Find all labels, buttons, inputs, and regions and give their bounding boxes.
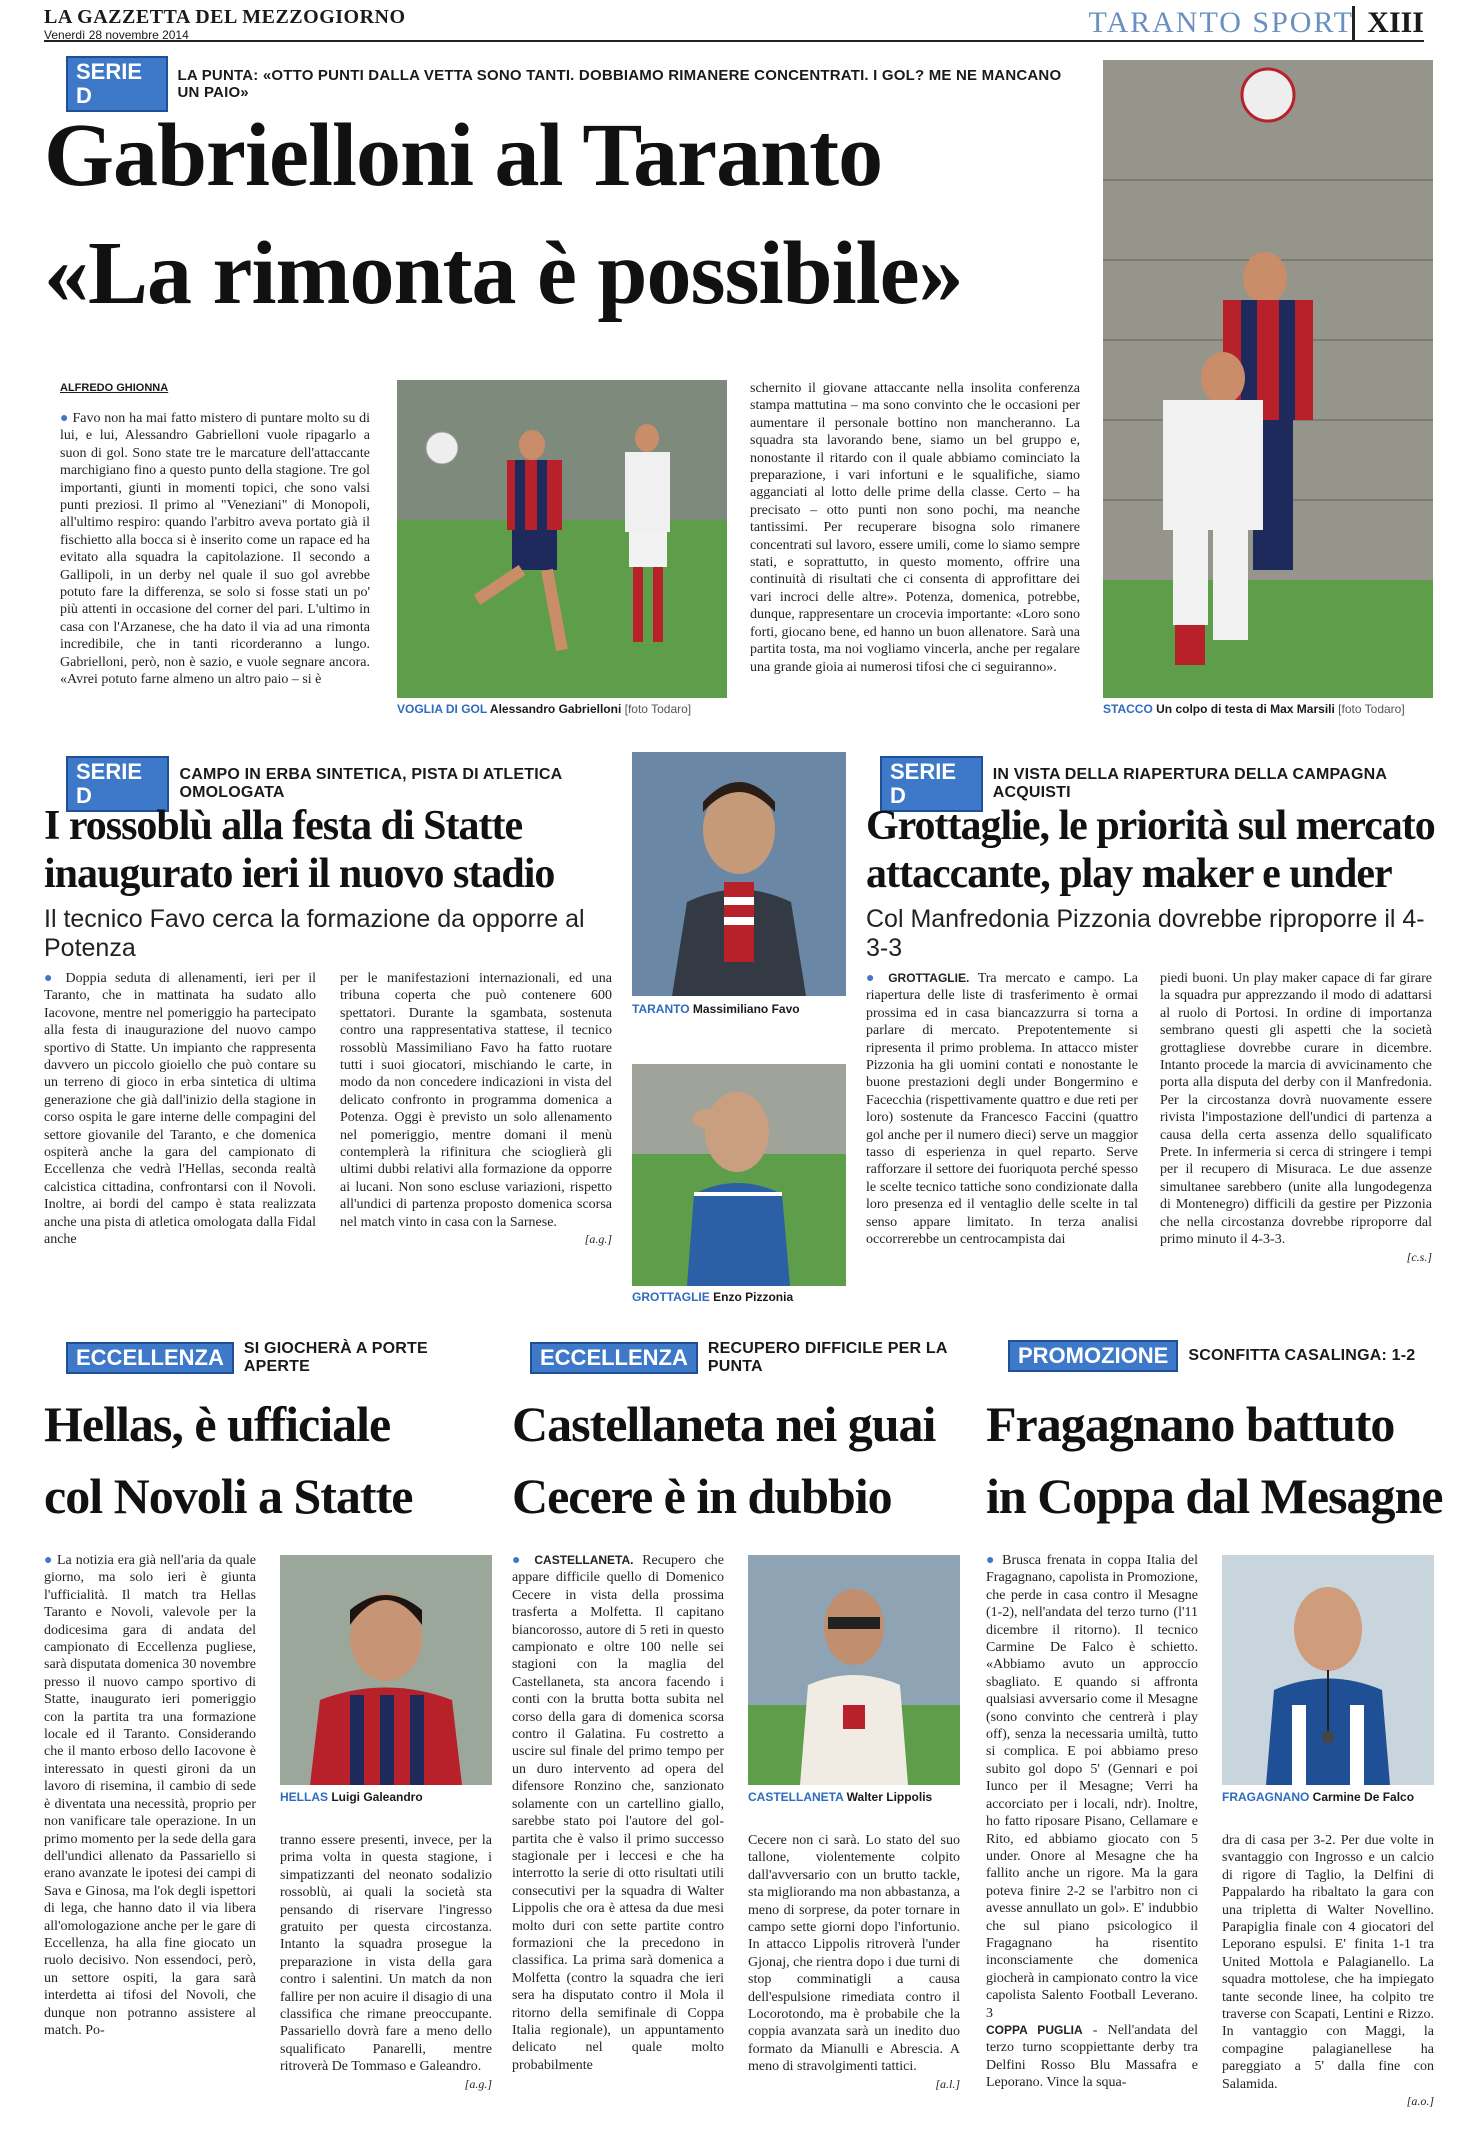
article-signature: [a.o.] — [1406, 2094, 1434, 2109]
article-signature: [a.g.] — [464, 2076, 492, 2091]
article5-headline-2: Cecere è in dubbio — [512, 1468, 892, 1524]
article2-photo2-caption — [632, 1290, 846, 1304]
article1-photo-gabrielloni — [397, 380, 727, 698]
lead-bullet-icon: ● — [512, 1553, 526, 1568]
article4-column-1 — [44, 1552, 256, 2039]
photo-credit: [foto Todaro] — [624, 702, 692, 716]
article5-headline-1: Castellaneta nei guai — [512, 1396, 936, 1452]
article5-kicker-row — [530, 1340, 970, 1376]
caption-tag: TARANTO — [632, 1002, 690, 1016]
article5-photo-caption — [748, 1790, 960, 1804]
article-kicker: SCONFITTA CASALINGA: 1-2 — [1188, 1347, 1416, 1365]
page-number: XIII — [1352, 6, 1424, 40]
section-badge: PROMOZIONE — [1008, 1340, 1178, 1372]
coach-pizzonia-illustration — [632, 1064, 846, 1286]
article2-column-1 — [44, 970, 316, 1249]
issue-date: Venerdì 28 novembre 2014 — [44, 28, 189, 42]
article2-photo-favo — [632, 752, 846, 996]
section-badge: ECCELLENZA — [66, 1342, 234, 1374]
article3-headline-1: Grottaglie, le priorità sul mercato — [866, 803, 1435, 849]
article-signature: [a.l.] — [935, 2076, 960, 2091]
article5-column-2 — [748, 1832, 960, 2093]
section-badge: SERIE D — [66, 56, 168, 112]
caption-text: Alessandro Gabrielloni — [489, 702, 622, 716]
article1-kicker-row — [66, 56, 1066, 112]
article1-photo2-caption — [1103, 702, 1433, 716]
caption-tag: FRAGAGNANO — [1222, 1790, 1310, 1804]
section-name: TARANTO SPORT — [1088, 6, 1354, 39]
newspaper-title: LA GAZZETTA DEL MEZZOGIORNO — [44, 6, 406, 28]
football-action-illustration — [397, 380, 727, 698]
lead-bullet-icon: ● — [866, 971, 880, 986]
article2-col2-text: per le manifestazioni internazionali, ed una tribuna coperta che può contenere 600 spettatori. Durante la sgambata, sostenuta contro una rappresentativa stattese, il tecnico rossoblù Massimiliano Favo ha fatto ruotare tutti i suoi giocatori, mischiando le carte, in modo da non concedere indicazioni in vista del delicato confronto in programma domenica a Potenza. Oggi è previsto un solo allenamento nel pomeriggio, mentre domani il menù contemplerà la rifinitura che scioglierà gli ultimi dubbi relativi alla formazione da opporre ai lucani. Non sono escluse variazioni, rispetto all'undici di partenza proposto domenica scorsa nel match vinto in casa con la Sarnese. — [340, 971, 612, 1230]
article1-col2-text: schernito il giovane attaccante nella insolita conferenza stampa mattutina – ma sono convinto che le occasioni per aumentare il personale bottino non mancheranno. La squadra sta lavorando bene, siamo un bel gruppo e, nonostante il ritardo con il quale abbiamo cominciato la preparazione, i vari infortuni e le squalifiche, siamo agganciati al lotto delle prime della classe. Certo – ha precisato – otto punti non sono pochi, ma neanche tantissimi. Per recuperare bisogna solo rimanere concentrati sul lavoro, essere umili, come lo siamo sempre stati, e soprattutto, in questo momento, offrire una continuità di risultati che ci consenta di approfittare dei vari incroci delle altre». Potenza, domenica, potrebbe, dunque, rappresentare un crocevia importante: «Loro sono forti, giocano bene, ed hanno un buon allenatore. Sarà una partita tosta, ma noi vogliamo vincerla, anche per regalare una grande gioia ai numerosi tifosi che ci seguiranno». — [750, 381, 1080, 675]
section-badge: SERIE D — [66, 756, 169, 812]
caption-text: Enzo Pizzonia — [713, 1290, 794, 1304]
caption-tag: VOGLIA DI GOL — [397, 702, 488, 716]
article-kicker: SI GIOCHERÀ A PORTE APERTE — [243, 1340, 428, 1375]
caption-tag: STACCO — [1103, 702, 1153, 716]
section-badge: ECCELLENZA — [530, 1342, 698, 1374]
article-kicker: CAMPO IN ERBA SINTETICA, PISTA DI ATLETICA OMOLOGATA — [179, 766, 562, 802]
article-signature: [a.g.] — [584, 1232, 612, 1247]
dateline-place: GROTTAGLIE. — [888, 971, 970, 985]
caption-tag: HELLAS — [280, 1790, 328, 1804]
article6-photo-defalco — [1222, 1555, 1434, 1785]
header-duel-illustration — [1103, 60, 1433, 698]
lead-bullet-icon: ● — [44, 1553, 53, 1568]
article6-headline-1: Fragagnano battuto — [986, 1396, 1395, 1452]
article6-column-1 — [986, 1552, 1198, 2092]
article3-headline-2: attaccante, play maker e under — [866, 851, 1392, 897]
article5-column-1 — [512, 1552, 724, 2074]
lead-bullet-icon: ● — [60, 411, 69, 426]
article2-photo1-caption — [632, 1002, 846, 1016]
coach-portrait-illustration — [632, 752, 846, 996]
article6-column-2 — [1222, 1832, 1434, 2111]
article6-photo-caption — [1222, 1790, 1434, 1804]
caption-text: Luigi Galeandro — [331, 1790, 423, 1804]
article-kicker: IN VISTA DELLA RIAPERTURA DELLA CAMPAGNA ACQUISTI — [992, 766, 1387, 802]
article6-col1-text: Brusca frenata in coppa Italia del Fragagnano, capolista in Promozione, che perde in casa contro il Mesagne (1-2), nell'andata del terzo turno (l'11 dicembre il ritorno). Il tecnico Carmine De Falco è schietto. «Abbiamo avuto un approccio sbagliato. E quando si affronta qualsiasi avversario come il Mesagne (sono convinto che centrerà i play off), senza la necessaria umiltà, tutto si complica. E poi abbiamo preso subito gol dopo 5' (Gennari e poi Iunco per il Mesagne; Verri ha accorciato per i locali, ndr). Inoltre, ho fatto riposare Pisano, Cellamare e Rito, ed abbiamo giocato con 5 under. Onore al Mesagne che ha fallito anche un rigore. Ma la gara poteva finire 2-2 se l'arbitro non ci avesse annullato un gol». E' indubbio che sul piano psicologico il Fragagnano ha risentito inconsciamente che domenica giocherà in campionato contro la vice capolista Salento Football Leverano. 3 — [986, 1553, 1198, 2021]
article1-column-1 — [60, 410, 370, 689]
section-badge: SERIE D — [880, 756, 983, 812]
caption-text: Un colpo di testa di Max Marsili — [1156, 702, 1335, 716]
article2-col1-text: Doppia seduta di allenamenti, ieri per il Taranto, che in mattinata ha sudato allo Iacovone, mentre nel pomeriggio ha partecipato alla festa di inaugurazione del nuovo campo sportivo di Statte. Un impianto che rappresenta davvero un piccolo gioiello che può contare su un terreno di gioco in erba sintetica di ultima generazione che già dall'inizio della stagione in corso ospita le gare interne delle compagini del settore giovanile del Taranto, e che domenica ospiterà anche la gara del campionato di Eccellenza che vedrà l'Hellas, seconda realtà calcistica cittadina, confrontarsi con il Novoli. Inoltre, ai bordi del campo è stata realizzata anche una pista di atletica omologata dalla Fidal anche — [44, 971, 317, 1248]
article-signature: [c.s.] — [1406, 1249, 1432, 1264]
article4-col1-text: La notizia era già nell'aria da quale giorno, ma solo ieri è giunta l'ufficialità. Il match tra Hellas Taranto e Novoli, valevole per la dodicesima gara di andata del campionato di Eccellenza pugliese, sarà disputata domenica 30 novembre presso il nuovo campo sportivo di Statte, inaugurato ieri pomeriggio con la partita tra una formazione locale ed il Taranto. Considerando che il manto erboso dello Iacovone è interessato in questi gironi da un lavoro di risemina, il cambio di sede è diventata una necessità, proprio per non vanificare tale operazione. In un primo momento per la sede della gara dell'undici allenato da Passariello si erano avanzate le ipotesi dei campi di Sava e Ginosa, ma l'ok degli ispettori di lega, che hanno dato il via libera all'omologazione anche per le gare di Eccellenza, ha alla fine giocato un ruolo decisivo. Non essendoci, però, un settore ospiti, la gara sarà interdetta ai tifosi del Novoli, che dunque non potranno assistere al match. Po- — [44, 1553, 256, 2038]
article1-headline-1: Gabrielloni al Taranto — [44, 106, 883, 205]
article4-kicker-row — [66, 1340, 496, 1376]
article5-col1-text: Recupero che appare difficile quello di Domenico Cecere in vista della prossima trasferta a Molfetta. Il capitano biancorosso, autore di 5 reti in questo campionato e oltre 100 nelle sei stagioni con la maglia del Castellaneta, sta ancora facendo i conti con la brutta botta subita nel corso della gara di domenica scorsa contro il Galatina. Fu costretto a uscire sul finale del primo tempo per un duro intervento ad opera del difensore Ronzino che, sanzionato solamente con un cartellino giallo, sarebbe stato poi l'autore del gol-partita che è valso il primo successo stagionale per i leccesi e che ha interrotto la serie di otto risultati utili consecutivi per la squadra di Walter Lippolis che ora è attesa da due mesi molto duri con sette partite contro formazioni che la precedono in classifica. La prima sarà domenica a Molfetta (contro la squadra che ieri sera ha disputato contro il Mola il ritorno della semifinale di Coppa Italia regionale), un appuntamento delicato nel quale molto probabilmente — [512, 1553, 724, 2073]
article2-headline-2: inaugurato ieri il nuovo stadio — [44, 851, 555, 897]
article4-column-2 — [280, 1832, 492, 2093]
caption-tag: CASTELLANETA — [748, 1790, 844, 1804]
article2-photo-pizzonia — [632, 1064, 846, 1286]
player-portrait-illustration — [280, 1555, 492, 1785]
dateline-place: CASTELLANETA. — [534, 1553, 634, 1567]
article5-photo-lippolis — [748, 1555, 960, 1785]
article3-column-1 — [866, 970, 1138, 1249]
article3-col1-text: Tra mercato e campo. La riapertura delle liste di trasferimento è ormai prossima ed in casa biancazzurra si torna a parlare di mercato. Prepotentemente si ripresenta il primo problema. In attacco mister Pizzonia ha gli uomini contati e nonostante le buone prestazioni degli under Bongermino e Facecchia (rispettivamente quattro e due reti per loro) sostenute da Francesco Faccini (quattro gol anche per il numero dieci) serve un maggior tasso di esperienza in quel reparto. Serve rafforzare il settore dei fuoriquota perché spesso le scelte tecnico tattiche sono condizionate dalla loro presenza ed il ventaglio delle scelte in tal senso appare limitato. In terza analisi occorrerebbe un centrocampista dai — [866, 971, 1138, 1248]
photo-credit: [foto Todaro] — [1338, 702, 1405, 716]
article6-kicker-row — [1008, 1340, 1448, 1372]
article3-col2-text: piedi buoni. Un play maker capace di far girare la squadra pur apprezzando il modo di adattarsi al ruolo di Portosi. In ordine di importanza sembrano questi gli aspetti che la società grottagliese dovrebbe curare in dicembre. Intanto procede la marcia di avvicinamento che porta alla disputa del derby con il Manfredonia. Per la circostanza dovrà nuovamente essere rivista l'impostazione dell'undici di partenza a causa della certa assenza dello squalificato Prete. In infermeria si cerca di stringere i tempi per il recupero di Misuraca. Le due assenze simultanee sarebbero (unite alla lungodegenza di Montenegro) difficili da gestire per Pizzonia che nella circostanza dovrebbe riproporre dal primo minuto il 4-3-3. — [1160, 971, 1432, 1248]
article1-photo-marsili — [1103, 60, 1433, 698]
lead-bullet-icon: ● — [986, 1553, 997, 1568]
caption-text: Massimiliano Favo — [692, 1002, 800, 1016]
article1-col1-text: Favo non ha mai fatto mistero di puntare molto su di lui, e lui, Alessandro Gabrielloni vuole ripagarlo a suon di gol. Sono state tre le marcature dell'attaccante marchigiano fino a questo punto della stagione. Tre gol importanti, giunti in momenti topici, che sono valsi punti preziosi. Il primo al "Veneziani" di Monopoli, all'ultimo respiro: quando l'arbitro aveva portato già il fischietto alla bocca si è inserito come un rapace ed ha evitato alla squadra la capitolazione. Il secondo a Gallipoli, in un derby nel quale il suo gol avrebbe potuto fare la differenza, se solo si fosse stati un po' più attenti in occasione del corner del pari. L'ultimo in casa con l'Arzanese, che ha dato il via ad una rimonta incredibile, che in tanti ricorderanno a lungo. Gabrielloni, però, non è sazio, e vuole segnare ancora. «Avrei potuto farne almeno un altro paio – si è — [60, 411, 370, 688]
article-kicker: RECUPERO DIFFICILE PER LA PUNTA — [707, 1340, 947, 1375]
article1-photo1-caption — [397, 702, 727, 716]
masthead — [44, 6, 1424, 42]
article2-headline-1: I rossoblù alla festa di Statte — [44, 803, 523, 849]
article-kicker: LA PUNTA: «OTTO PUNTI DALLA VETTA SONO TANTI. DOBBIAMO RIMANERE CONCENTRATI. I GOL? ME NE MANCANO UN PAIO» — [177, 67, 1062, 102]
caption-text: Walter Lippolis — [846, 1790, 933, 1804]
coach-defalco-illustration — [1222, 1555, 1434, 1785]
article1-headline-2: «La rimonta è possibile» — [44, 224, 963, 323]
article6-headline-2: in Coppa dal Mesagne — [986, 1468, 1443, 1524]
article4-headline-2: col Novoli a Statte — [44, 1468, 413, 1524]
article3-subhead: Col Manfredonia Pizzonia dovrebbe riproporre il 4-3-3 — [866, 905, 1425, 962]
article4-photo-galeandro — [280, 1555, 492, 1785]
caption-tag: GROTTAGLIE — [632, 1290, 710, 1304]
caption-text: Carmine De Falco — [1312, 1790, 1415, 1804]
article4-col2-text: tranno essere presenti, invece, per la prima volta in questa stagione, i simpatizzanti del neonato sodalizio rossoblù, ai quali la società sta pensando di riservare l'ingresso gratuito per questa circostanza. Intanto la squadra prosegue la preparazione in vista della gara contro i salentini. Un match da non fallire per non acuire il disagio di una classifica che rimane preoccupante. Passariello dovrà fare a meno dello squalificato Panarelli, mentre ritroverà De Tommaso e Galeandro. — [280, 1833, 492, 2075]
article3-column-2 — [1160, 970, 1432, 1266]
coach-lippolis-illustration — [748, 1555, 960, 1785]
lead-bullet-icon: ● — [44, 971, 58, 986]
article-byline: ALFREDO GHIONNA — [60, 382, 169, 394]
coppa-puglia-label: COPPA PUGLIA — [986, 2022, 1083, 2037]
article2-column-2 — [340, 970, 612, 1249]
article2-subhead: Il tecnico Favo cerca la formazione da opporre al Potenza — [44, 905, 585, 962]
article4-photo-caption — [280, 1790, 492, 1804]
article5-col2-text: Cecere non ci sarà. Lo stato del suo tallone, violentemente colpito dall'avversario con un brutto tackle, sta migliorando ma non abbastanza, a meno di sorprese, da poter tornare in campo sette giorni dopo l'infortunio. In attacco Lippolis ritroverà l'under Gjonaj, che rientra dopo i due turni di stop comminatigli a causa dell'espulsione rimediata contro il Locorotondo, ma è probabile che la coppia avanzata sarà un inedito duo formato da Mianulli e Abrescia. A meno di stravolgimenti tattici. — [748, 1833, 960, 2075]
coppa-puglia-text: - Nell'andata del terzo turno scoppiettante derby tra Delfini Rosso Blu Massafra e Leporano. Vince la squa- — [986, 2022, 1198, 2091]
article6-col2-text: dra di casa per 3-2. Per due volte in svantaggio con Ingrosso e un calcio di rigore di Taglio, la Delfini di Pappalardo ha ribaltato la gara con una tripletta di Walter Novellino. Parapiglia finale con 4 giocatori del Leporano espulsi. E' finita 1-1 tra United Mottola e Palagianello. La squadra mottolese, che ha impiegato tante seconde linee, ha colpito tre traverse con Scapati, Lentini e Rizzo. In vantaggio con Maggi, la compagine palagianellese ha pareggiato a 5' dalla fine con Salamida. — [1222, 1833, 1434, 2092]
article1-column-2 — [750, 380, 1080, 676]
article4-headline-1: Hellas, è ufficiale — [44, 1396, 391, 1452]
